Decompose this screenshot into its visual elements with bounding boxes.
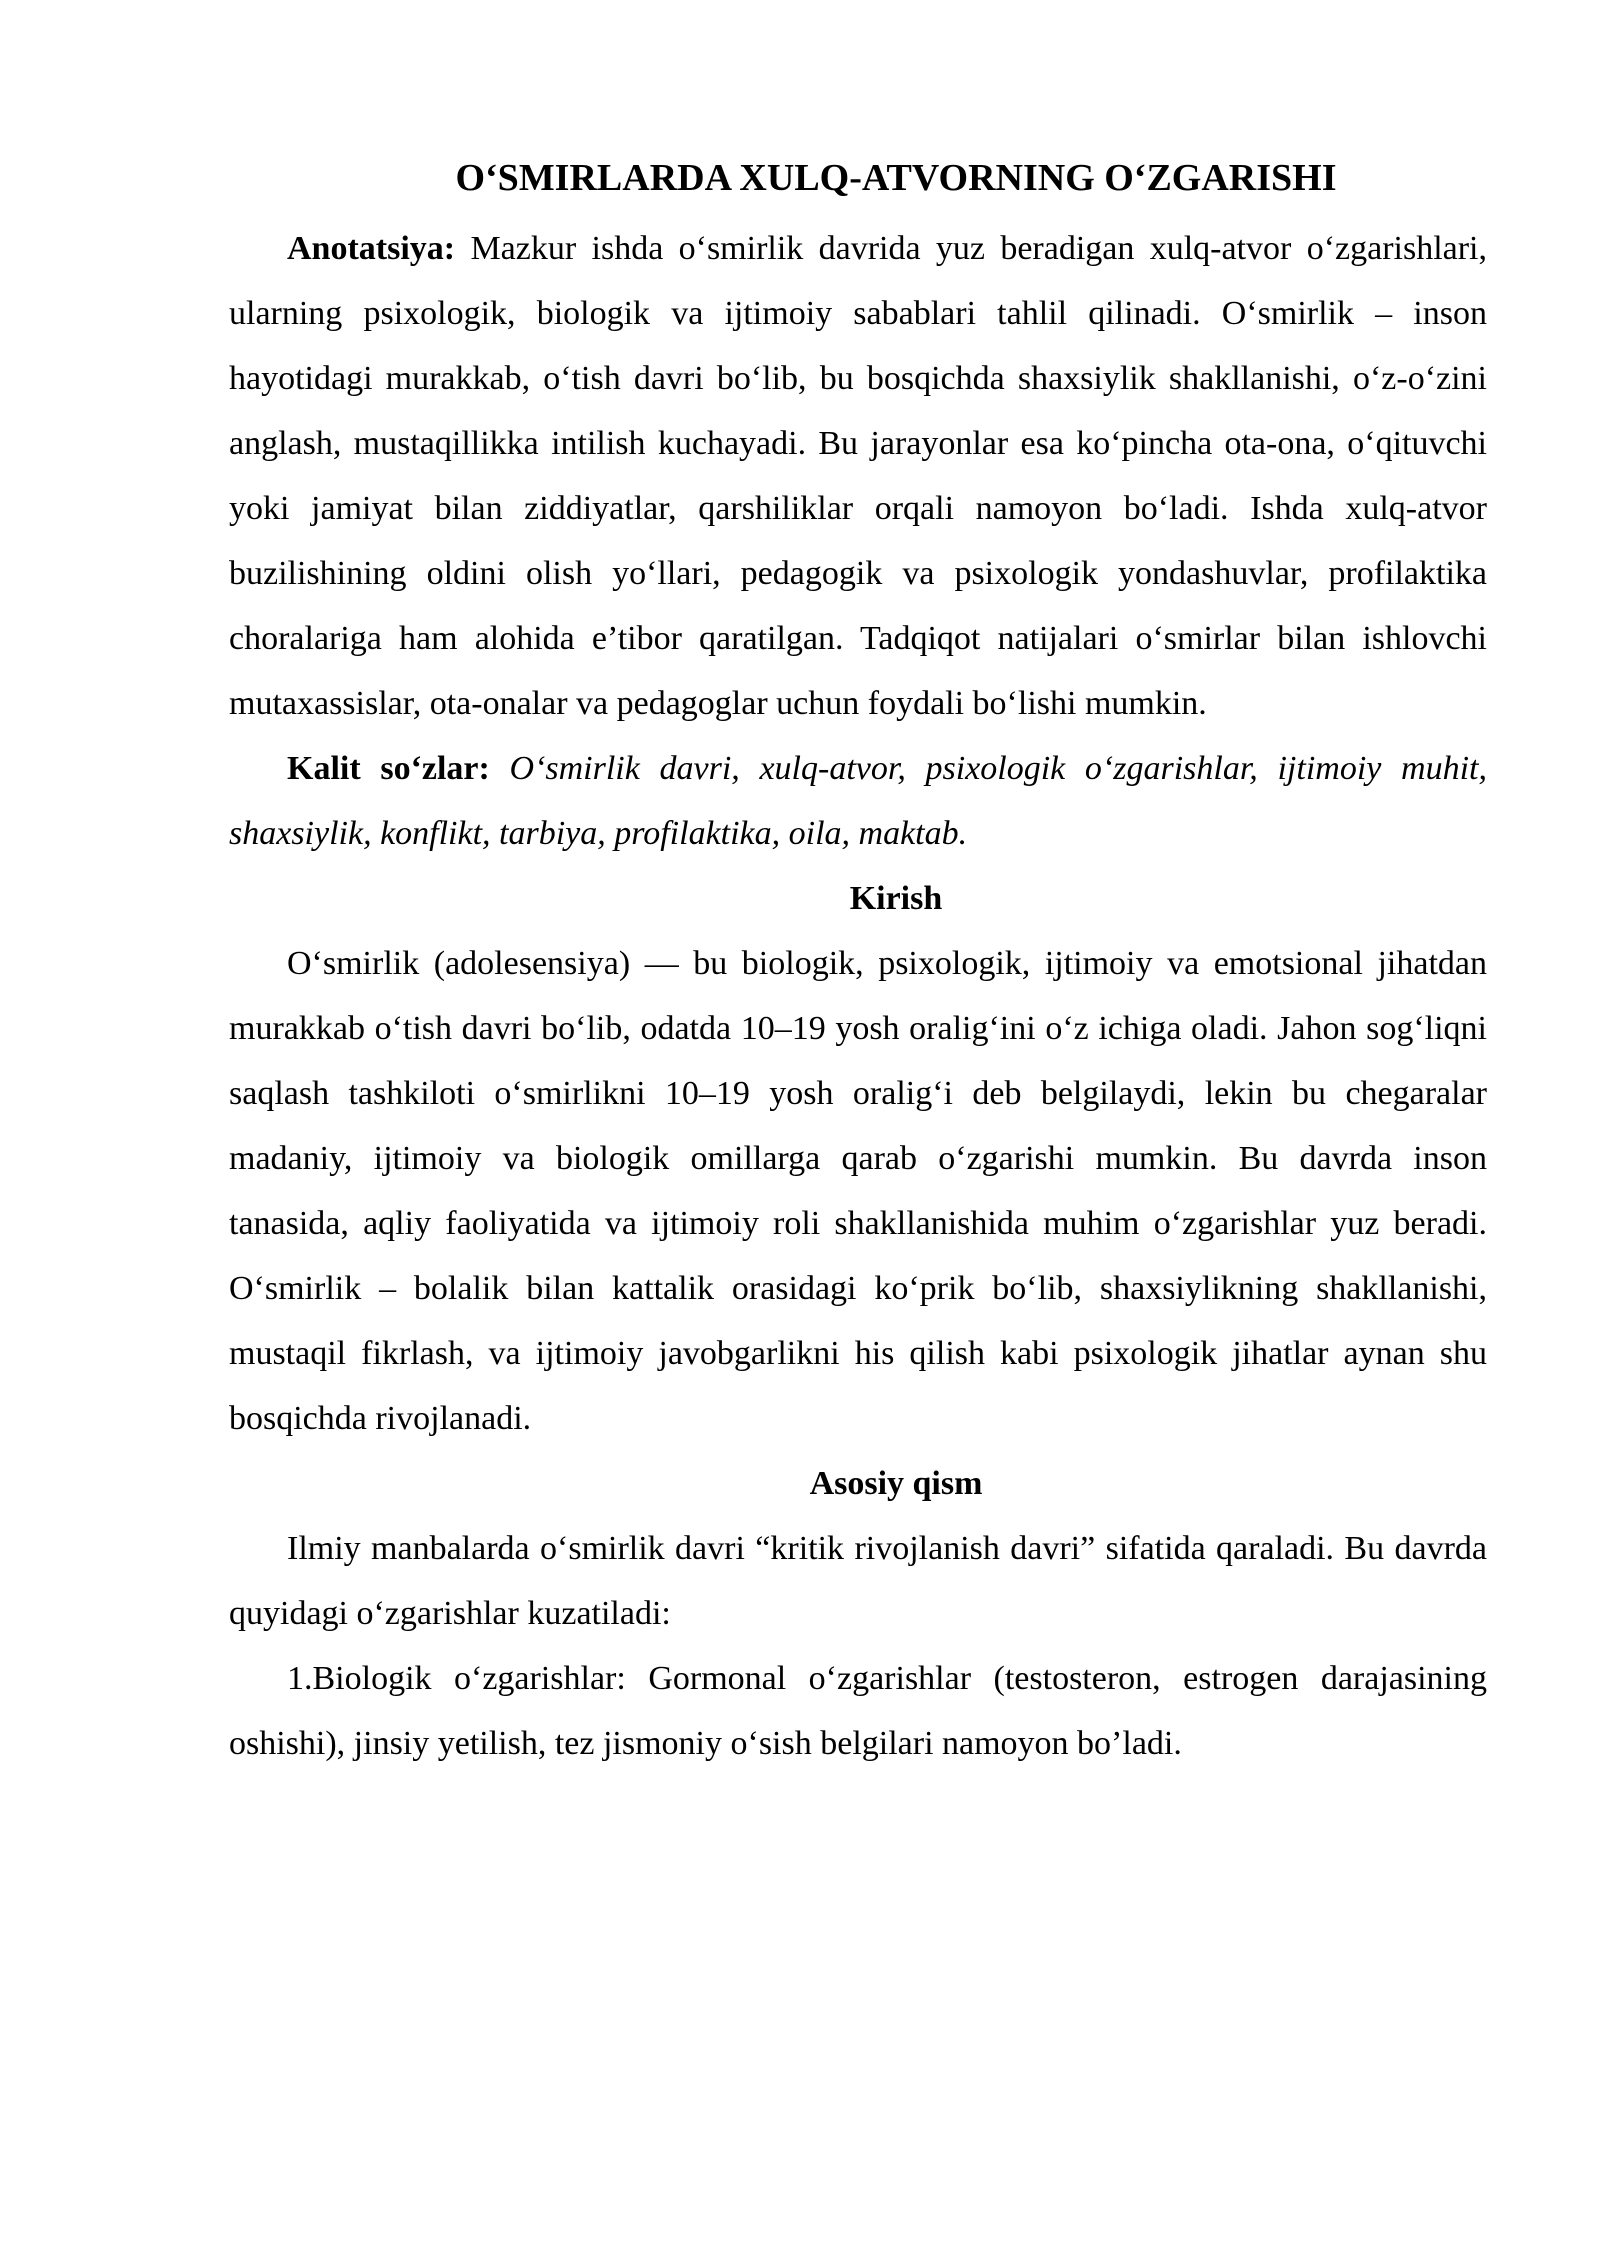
section-heading-main: Asosiy qism xyxy=(809,1465,983,1502)
abstract-paragraph xyxy=(229,216,1487,736)
main-paragraph: Ilmiy manbalarda o‘smirlik davri “kritik rivojlanish davri” sifatida qaraladi. Bu davrda quyidagi o‘zgarishlar kuzatiladi: xyxy=(229,1530,1487,1632)
document-page xyxy=(229,140,1487,1776)
abstract-text: Mazkur ishda o‘smirlik davrida yuz beradigan xulq-atvor o‘zgarishlari, ularning psixologik, biologik va ijtimoiy sabablari tahlil qilinadi. O‘smirlik – inson hayotidagi murakkab, o‘tish davri bo‘lib, bu bosqichda shaxsiylik shakllanishi, o‘z-o‘zini anglash, mustaqillikka intilish kuchayadi. Bu jarayonlar esa ko‘pincha ota-ona, o‘qituvchi yoki jamiyat bilan ziddiyatlar, qarshiliklar orqali namoyon bo‘ladi. Ishda xulq-atvor buzilishining oldini olish yo‘llari, pedagogik va psixologik yondashuvlar, profilaktika choralariga ham alohida e’tibor qaratilgan. Tadqiqot natijalari o‘smirlar bilan ishlovchi mutaxassislar, ota-onalar va pedagoglar uchun foydali bo‘lishi mumkin. xyxy=(229,230,1487,722)
document-title: O‘SMIRLARDA XULQ-ATVORNING O‘ZGARISHI xyxy=(455,157,1337,199)
list-item-biological: 1.Biologik o‘zgarishlar: Gormonal o‘zgarishlar (testosteron, estrogen darajasining oshishi), jinsiy yetilish, tez jismoniy o‘sish belgilari namoyon bo’ladi. xyxy=(229,1660,1487,1762)
intro-paragraph: O‘smirlik (adolesensiya) — bu biologik, psixologik, ijtimoiy va emotsional jihatdan murakkab o‘tish davri bo‘lib, odatda 10–19 yosh oralig‘ini o‘z ichiga oladi. Jahon sog‘liqni saqlash tashkiloti o‘smirlikni 10–19 yosh oralig‘i deb belgilaydi, lekin bu chegaralar madaniy, ijtimoiy va biologik omillarga qarab o‘zgarishi mumkin. Bu davrda inson tanasida, aqliy faoliyatida va ijtimoiy roli shakllanishida muhim o‘zgarishlar yuz beradi. O‘smirlik – bolalik bilan kattalik orasidagi ko‘prik bo‘lib, shaxsiylikning shakllanishi, mustaqil fikrlash, va ijtimoiy javobgarlikni his qilish kabi psixologik jihatlar aynan shu bosqichda rivojlanadi. xyxy=(229,945,1487,1437)
section-heading-intro: Kirish xyxy=(849,880,943,917)
keywords-paragraph xyxy=(229,736,1487,866)
abstract-label: Anotatsiya: xyxy=(287,230,456,267)
keywords-label: Kalit so‘zlar: xyxy=(287,750,490,787)
keywords-text: O‘smirlik davri, xulq-atvor, psixologik o‘zgarishlar, ijtimoiy muhit, shaxsiylik, konflikt, tarbiya, profilaktika, oila, maktab. xyxy=(229,750,1487,852)
